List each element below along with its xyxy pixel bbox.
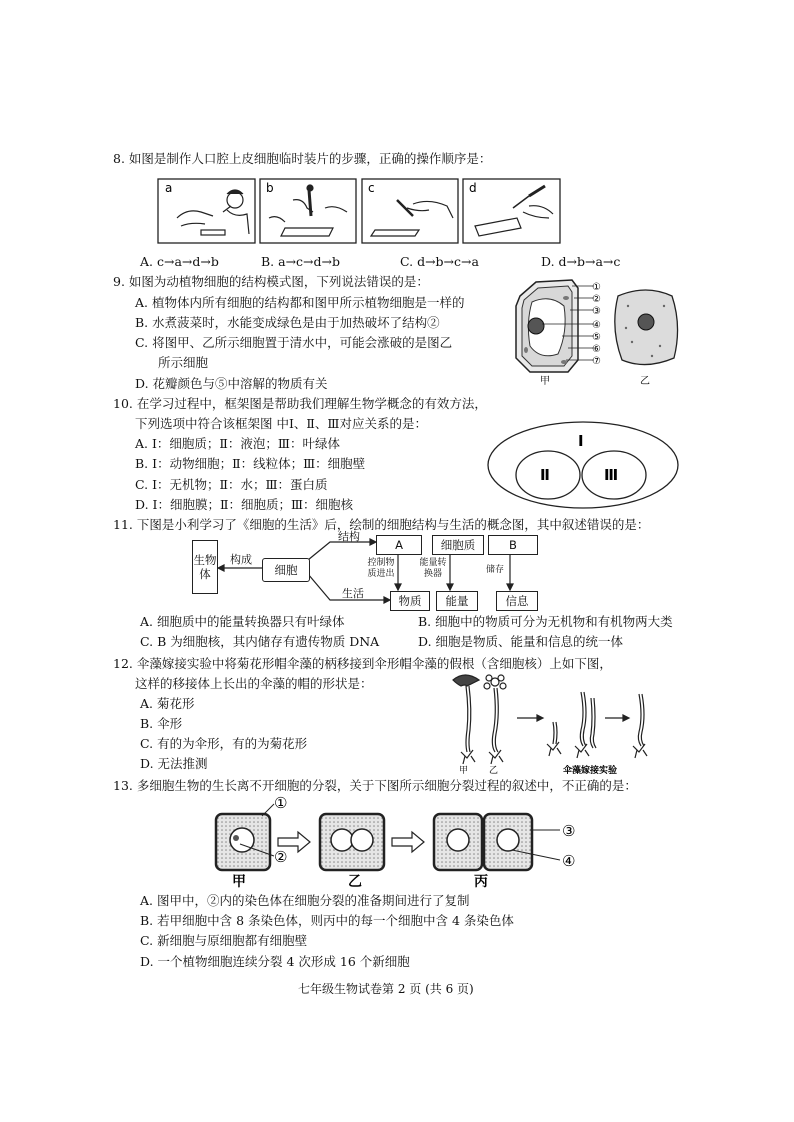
q8-option-b: B. a→c→d→b <box>261 254 341 269</box>
q10-option-d: D. Ⅰ：细胞膜；Ⅱ：细胞质；Ⅲ：细胞核 <box>135 497 354 512</box>
q11-info-box: 信息 <box>496 591 538 611</box>
q9-caption-yi: 乙 <box>640 376 650 387</box>
q12-acetabularia-figure <box>445 670 675 774</box>
q10-label-II: Ⅱ <box>540 466 550 484</box>
q11-structure-label: 结构 <box>338 530 360 543</box>
q9-cell-figure <box>506 276 686 388</box>
q10-label-I: Ⅰ <box>578 432 584 450</box>
q12-stem-line2: 这样的移接体上长出的伞藻的帽的形状是： <box>135 676 373 691</box>
q8-panel-b-label: b <box>266 181 274 195</box>
q9-option-c-cont: 所示细胞 <box>158 355 209 370</box>
q11-matter-box: 物质 <box>390 591 430 611</box>
q10-venn-diagram <box>486 420 680 510</box>
q13-cell-division-diagram <box>212 792 607 888</box>
q10-option-a: A. Ⅰ：细胞质；Ⅱ：液泡；Ⅲ：叶绿体 <box>135 436 340 451</box>
q13-option-c: C. 新细胞与原细胞都有细胞壁 <box>140 933 308 948</box>
q9-label-2: ② <box>592 294 601 305</box>
q8-panel-d-label: d <box>469 181 477 195</box>
q11-option-c: C. B 为细胞核，其内储存有遗传物质 DNA <box>140 634 380 649</box>
q8-panel-c-label: c <box>368 181 375 195</box>
q11-cell-box: 细胞 <box>262 558 310 582</box>
q12-option-a: A. 菊花形 <box>140 696 195 711</box>
q10-stem-line2: 下列选项中符合该框架图 中Ⅰ、Ⅱ、Ⅲ对应关系的是： <box>135 416 427 431</box>
q9-label-4: ④ <box>592 320 601 331</box>
q11-cytoplasm-box: 细胞质 <box>432 535 484 555</box>
q8-figure <box>157 178 562 244</box>
q11-organism-box: 生物体 <box>192 540 218 594</box>
q13-caption-yi: 乙 <box>348 874 362 888</box>
q12-option-c: C. 有的为伞形，有的为菊花形 <box>140 736 308 751</box>
q8-option-c: C. d→b→c→a <box>400 254 479 269</box>
q11-converter-label: 能量转换器 <box>419 558 447 579</box>
q13-label-3: ③ <box>562 822 576 840</box>
q9-option-d: D. 花瓣颜色与⑤中溶解的物质有关 <box>135 376 328 391</box>
q9-label-6: ⑥ <box>592 344 601 355</box>
q10-stem-line1: 10. 在学习过程中，框架图是帮助我们理解生物学概念的有效方法， <box>113 396 487 411</box>
q9-option-b: B. 水煮菠菜时，水能变成绿色是由于加热破坏了结构② <box>135 315 440 330</box>
q10-option-c: C. Ⅰ：无机物；Ⅱ：水；Ⅲ：蛋白质 <box>135 477 328 492</box>
q13-label-1: ① <box>274 794 288 812</box>
q9-stem: 9. 如图为动植物细胞的结构模式图，下列说法错误的是： <box>113 274 429 289</box>
q11-concept-map <box>190 530 550 610</box>
q10-option-b: B. Ⅰ：动物细胞；Ⅱ：线粒体；Ⅲ：细胞壁 <box>135 456 366 471</box>
q12-stem-line1: 12. 伞藻嫁接实验中将菊花形帽伞藻的柄移接到伞形帽伞藻的假根（含细胞核）上如下图， <box>113 656 612 671</box>
q11-option-d: D. 细胞是物质、能量和信息的统一体 <box>418 634 624 649</box>
q9-cell-diagrams <box>506 276 686 388</box>
q13-stem: 13. 多细胞生物的生长离不开细胞的分裂，关于下图所示细胞分裂过程的叙述中，不正确的是： <box>113 778 637 793</box>
q12-grafting-illustration <box>445 670 675 774</box>
q13-label-2: ② <box>274 848 288 866</box>
q9-label-1: ① <box>592 282 601 293</box>
q8-panel-a-label: a <box>165 181 173 195</box>
q13-caption-bing: 丙 <box>474 874 488 888</box>
q9-option-c: C. 将图甲、乙所示细胞置于清水中，可能会涨破的是图乙 <box>135 335 453 350</box>
q12-option-d: D. 无法推测 <box>140 756 208 771</box>
q9-label-5: ⑤ <box>592 332 601 343</box>
q8-steps-illustration <box>157 178 562 244</box>
q9-label-3: ③ <box>592 306 601 317</box>
q8-option-d: D. d→b→a→c <box>541 254 621 269</box>
q11-box-A: A <box>376 535 422 555</box>
page-footer: 七年级生物试卷第 2 页 (共 6 页) <box>298 982 474 996</box>
q13-option-b: B. 若甲细胞中含 8 条染色体，则丙中的每一个细胞中含 4 条染色体 <box>140 913 514 928</box>
q12-caption-jia: 甲 <box>459 766 469 774</box>
q13-caption-jia: 甲 <box>232 874 246 888</box>
q12-caption-yi: 乙 <box>489 766 499 774</box>
q12-figure-title: 伞藻嫁接实验 <box>563 766 618 774</box>
q10-label-III: Ⅲ <box>604 466 619 484</box>
q13-division-figure <box>212 792 607 888</box>
q13-label-4: ④ <box>562 852 576 870</box>
q13-option-a: A. 图甲中，②内的染色体在细胞分裂的准备期间进行了复制 <box>140 893 470 908</box>
q11-option-a: A. 细胞质中的能量转换器只有叶绿体 <box>140 614 345 629</box>
q10-venn-figure <box>486 420 680 510</box>
q9-caption-jia: 甲 <box>540 376 550 387</box>
q11-stem: 11. 下图是小利学习了《细胞的生活》后，绘制的细胞结构与生活的概念图，其中叙述错误的是： <box>113 517 650 532</box>
q9-option-a: A. 植物体内所有细胞的结构都和图甲所示植物细胞是一样的 <box>135 295 465 310</box>
q11-option-b: B. 细胞中的物质可分为无机物和有机物两大类 <box>418 614 673 629</box>
q8-stem: 8. 如图是制作人口腔上皮细胞临时装片的步骤，正确的操作顺序是： <box>113 151 492 166</box>
q11-energy-box: 能量 <box>436 591 478 611</box>
q11-life-label: 生活 <box>342 587 364 600</box>
q11-store-label: 储存 <box>486 565 505 575</box>
q12-option-b: B. 伞形 <box>140 716 183 731</box>
q11-constitute-label: 构成 <box>230 553 252 566</box>
q11-control-label: 控制物质进出 <box>367 558 395 579</box>
q9-label-7: ⑦ <box>592 356 601 367</box>
q13-option-d: D. 一个植物细胞连续分裂 4 次形成 16 个新细胞 <box>140 954 410 969</box>
q11-box-B: B <box>488 535 538 555</box>
q8-option-a: A. c→a→d→b <box>140 254 219 269</box>
